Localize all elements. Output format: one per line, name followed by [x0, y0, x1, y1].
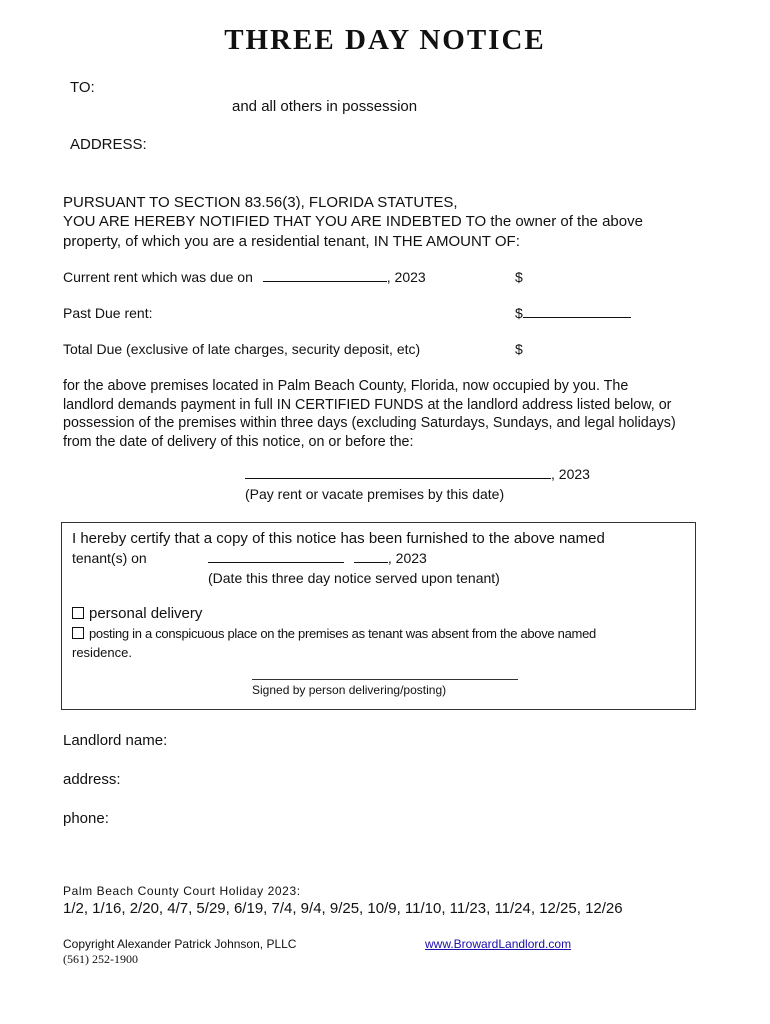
total-due-dollar: $ — [515, 341, 523, 357]
footer-phone: (561) 252-1900 — [63, 952, 138, 966]
holidays-heading: Palm Beach County Court Holiday 2023: — [63, 884, 301, 898]
service-day-blank[interactable] — [354, 561, 388, 563]
deadline-year: , 2023 — [551, 466, 590, 482]
certification-tenant-label: tenant(s) on — [72, 550, 147, 566]
address-label: ADDRESS: — [70, 136, 147, 153]
posting-label-line-1: posting in a conspicuous place on the premises as tenant was absent from the above named — [89, 626, 596, 641]
current-rent-due-date-blank[interactable] — [263, 280, 387, 282]
copyright-text: Copyright Alexander Patrick Johnson, PLLC — [63, 937, 297, 951]
to-label: TO: — [70, 79, 95, 96]
deadline-date-blank[interactable] — [245, 477, 551, 479]
landlord-address-label: address: — [63, 771, 121, 788]
posting-label-line-2: residence. — [72, 645, 132, 660]
holidays-dates: 1/2, 1/16, 2/20, 4/7, 5/29, 6/19, 7/4, 9/4, 9/25, 10/9, 11/10, 11/23, 11/24, 12/25, 12/26 — [63, 900, 623, 917]
posting-checkbox[interactable] — [72, 627, 84, 639]
deadline-row — [245, 466, 590, 482]
current-rent-row — [63, 269, 426, 285]
landlord-phone-label: phone: — [63, 810, 109, 827]
certification-year: , 2023 — [387, 550, 427, 566]
pursuant-line-3: property, of which you are a residential tenant, IN THE AMOUNT OF: — [63, 233, 520, 250]
past-due-amount-row — [515, 305, 631, 321]
demand-line-4: from the date of delivery of this notice, on or before the: — [63, 433, 414, 450]
notice-title: THREE DAY NOTICE — [224, 24, 546, 56]
signature-line[interactable] — [252, 679, 518, 680]
landlord-name-label: Landlord name: — [63, 732, 168, 749]
personal-delivery-checkbox[interactable] — [72, 607, 84, 619]
deadline-caption: (Pay rent or vacate premises by this date) — [245, 486, 505, 502]
certification-caption: (Date this three day notice served upon tenant) — [208, 570, 500, 586]
website-link[interactable]: www.BrowardLandlord.com — [425, 937, 572, 951]
current-rent-dollar: $ — [515, 269, 523, 285]
past-due-dollar: $ — [515, 305, 523, 321]
demand-paragraph — [63, 377, 723, 451]
demand-line-1: for the above premises located in Palm Beach County, Florida, now occupied by you. The — [63, 378, 629, 394]
others-in-possession-text: and all others in possession — [232, 98, 418, 115]
pursuant-line-2: YOU ARE HEREBY NOTIFIED THAT YOU ARE INDEBTED TO the owner of the above — [63, 213, 643, 230]
current-rent-year: , 2023 — [386, 269, 426, 285]
total-due-label: Total Due (exclusive of late charges, security deposit, etc) — [63, 341, 421, 357]
personal-delivery-option[interactable] — [72, 605, 202, 622]
certification-line-1: I hereby certify that a copy of this notice has been furnished to the above named — [72, 530, 605, 547]
past-due-label: Past Due rent: — [63, 305, 153, 321]
certification-date-row — [208, 550, 427, 566]
current-rent-label: Current rent which was due on — [63, 269, 253, 285]
personal-delivery-label: personal delivery — [89, 605, 203, 622]
past-due-amount-blank[interactable] — [523, 316, 631, 318]
service-date-blank[interactable] — [208, 561, 344, 563]
posting-option[interactable] — [72, 626, 596, 641]
demand-line-2: landlord demands payment in full IN CERTIFIED FUNDS at the landlord address listed below, or — [63, 396, 672, 413]
signature-caption: Signed by person delivering/posting) — [252, 683, 447, 697]
pursuant-line-1: PURSUANT TO SECTION 83.56(3), FLORIDA STATUTES, — [63, 194, 458, 211]
demand-line-3: possession of the premises within three days (excluding Saturdays, Sundays, and legal holidays) — [63, 415, 676, 431]
